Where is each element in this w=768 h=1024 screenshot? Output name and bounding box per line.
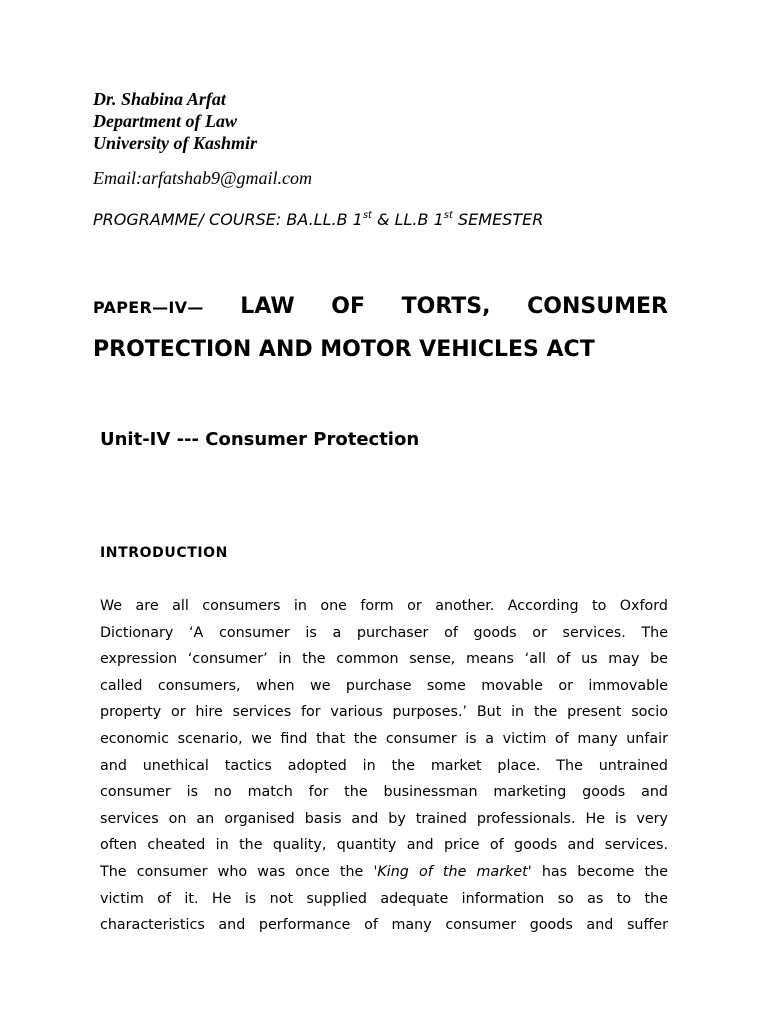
body-line xyxy=(100,859,668,886)
body-text-segment: has become the xyxy=(531,863,668,880)
programme-prefix: PROGRAMME/ COURSE: BA.LL.B 1 xyxy=(93,210,363,229)
body-text-segment: The consumer who was once the xyxy=(100,863,374,880)
body-line: and unethical tactics adopted in the market place. The untrained xyxy=(100,757,668,774)
body-paragraph xyxy=(100,593,668,939)
body-line: often cheated in the quality, quantity and price of goods and services. xyxy=(100,837,668,854)
body-line: victim of it. He is not supplied adequate information so as to the xyxy=(100,890,668,907)
paper-title-line-1 xyxy=(93,292,668,323)
body-text-emphasis: 'King of the market' xyxy=(373,863,532,880)
body-line: called consumers, when we purchase some movable or immovable xyxy=(100,677,668,694)
section-heading-introduction: INTRODUCTION xyxy=(100,545,228,561)
author-department: Department of Law xyxy=(93,111,237,131)
programme-line xyxy=(93,209,543,231)
body-line: characteristics and performance of many consumer goods and suffer xyxy=(100,917,668,934)
paper-title-line-2: PROTECTION AND MOTOR VEHICLES ACT xyxy=(93,337,595,362)
author-block xyxy=(93,88,257,154)
body-line: Dictionary ‘A consumer is a purchaser of goods or services. The xyxy=(100,624,668,641)
author-email: Email:arfatshab9@gmail.com xyxy=(93,168,313,188)
body-line: economic scenario, we find that the consumer is a victim of many unfair xyxy=(100,730,668,747)
programme-sup-2: st xyxy=(443,210,453,221)
body-line: expression ‘consumer’ in the common sense, means ‘all of us may be xyxy=(100,651,668,668)
body-line: services on an organised basis and by trained professionals. He is very xyxy=(100,810,668,827)
unit-heading: Unit-IV --- Consumer Protection xyxy=(100,429,420,450)
paper-label: PAPER—IV— xyxy=(93,298,204,317)
programme-suffix: SEMESTER xyxy=(452,210,544,229)
author-name: Dr. Shabina Arfat xyxy=(93,89,226,109)
paper-title xyxy=(93,292,668,365)
author-university: University of Kashmir xyxy=(93,133,258,153)
programme-sup-1: st xyxy=(362,210,372,221)
paper-title-word: TORTS, xyxy=(401,294,491,319)
body-line: consumer is no match for the businessman marketing goods and xyxy=(100,784,668,801)
body-line: We are all consumers in one form or another. According to Oxford xyxy=(100,598,668,614)
paper-title-word: CONSUMER xyxy=(527,294,668,319)
body-line: property or hire services for various purposes.’ But in the present socio xyxy=(100,704,668,721)
programme-middle: & LL.B 1 xyxy=(371,210,444,229)
paper-title-word: OF xyxy=(331,294,365,319)
paper-title-word: LAW xyxy=(240,294,295,319)
